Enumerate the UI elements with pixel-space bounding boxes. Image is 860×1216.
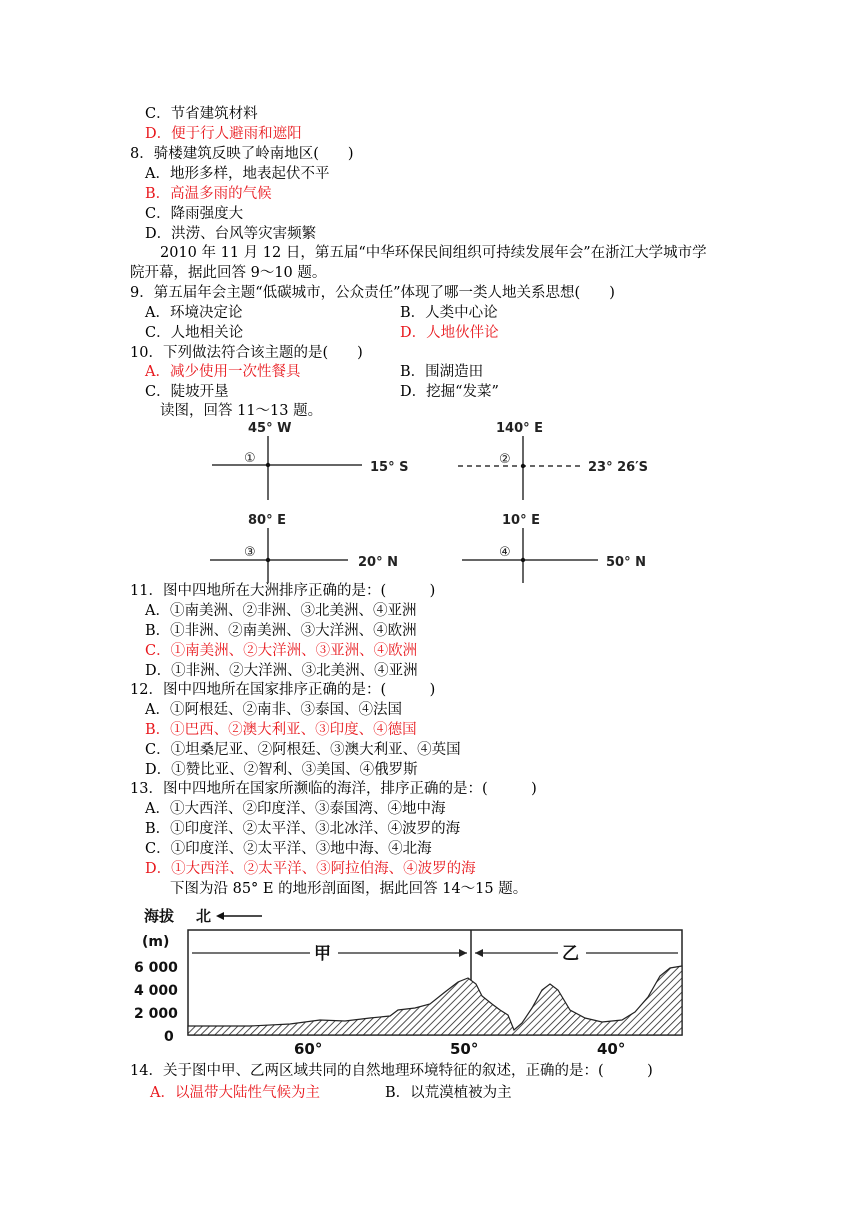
q9-option-a: A．环境决定论 — [145, 305, 243, 321]
p3-marker: ③ — [244, 545, 256, 560]
q10-stem: 10．下列做法符合该主题的是( ) — [130, 345, 363, 361]
q8-option-b: B．高温多雨的气候 — [145, 186, 272, 202]
q7-option-c: C．节省建筑材料 — [145, 106, 258, 122]
p2-marker: ② — [499, 452, 511, 467]
q9-stem: 9．第五届年会主题“低碳城市，公众责任”体现了哪一类人地关系思想( ) — [130, 285, 615, 301]
terrain-profile — [130, 900, 690, 1062]
p1-marker: ① — [244, 451, 256, 466]
p4-marker: ④ — [499, 545, 511, 560]
q12-option-c: C．①坦桑尼亚、②阿根廷、③澳大利亚、④英国 — [145, 742, 461, 758]
q13-option-c: C．①印度洋、②太平洋、③地中海、④北海 — [145, 841, 432, 857]
q12-stem: 12．图中四地所在国家排序正确的是：( ) — [130, 682, 436, 698]
q8-stem: 8．骑楼建筑反映了岭南地区( ) — [130, 146, 354, 162]
q10-option-d: D．挖掘“发菜” — [400, 384, 499, 400]
y-tick-4000: 4 000 — [134, 983, 178, 999]
unit-label: (m) — [142, 934, 170, 950]
passage-line-2: 院开幕，据此回答 9～10 题。 — [130, 265, 327, 281]
figure-intro: 读图，回答 11～13 题。 — [160, 403, 323, 419]
q10-option-b: B．围湖造田 — [400, 364, 484, 380]
x-tick-40: 40° — [597, 1040, 626, 1058]
q9-option-d: D．人地伙伴论 — [400, 325, 499, 341]
region-a-label: 甲 — [314, 944, 331, 964]
q13-option-d: D．①大西洋、②太平洋、③阿拉伯海、④波罗的海 — [145, 861, 476, 877]
q10-option-a: A．减少使用一次性餐具 — [145, 364, 301, 380]
q13-option-b: B．①印度洋、②太平洋、③北冰洋、④波罗的海 — [145, 821, 461, 837]
p2-lat-label: 23° 26′S — [588, 460, 648, 475]
q8-option-d: D．洪涝、台风等灾害频繁 — [145, 226, 317, 242]
terrain-area — [188, 966, 682, 1035]
q11-option-b: B．①非洲、②南美洲、③大洋洲、④欧洲 — [145, 623, 417, 639]
q14-option-a: A．以温带大陆性气候为主 — [150, 1085, 320, 1101]
north-arrow-icon — [216, 912, 224, 920]
passage-line-1: 2010 年 11 月 12 日，第五届“中华环保民间组织可持续发展年会”在浙江大学城市学 — [160, 245, 707, 261]
x-tick-50: 50° — [450, 1040, 479, 1058]
q9-option-b: B．人类中心论 — [400, 305, 498, 321]
q11-option-d: D．①非洲、②大洋洲、③北美洲、④亚洲 — [145, 663, 418, 679]
p2-lon-label: 140° E — [496, 421, 544, 436]
region-b-label: 乙 — [562, 944, 579, 964]
q14-stem: 14．关于图中甲、乙两区域共同的自然地理环境特征的叙述，正确的是：( ) — [130, 1063, 653, 1079]
q13-stem: 13．图中四地所在国家所濒临的海洋，排序正确的是：( ) — [130, 781, 537, 797]
q8-option-c: C．降雨强度大 — [145, 206, 244, 222]
y-tick-0: 0 — [164, 1029, 174, 1045]
y-tick-6000: 6 000 — [134, 960, 178, 976]
north-label: 北 — [196, 907, 212, 925]
q9-option-c: C．人地相关论 — [145, 325, 244, 341]
q11-option-c: C．①南美洲、②大洋洲、③亚洲、④欧洲 — [145, 643, 418, 659]
x-tick-60: 60° — [294, 1040, 323, 1058]
p1-lon-label: 45° W — [248, 421, 292, 436]
q12-option-a: A．①阿根廷、②南非、③泰国、④法国 — [145, 702, 402, 718]
q13-option-a: A．①大西洋、②印度洋、③泰国湾、④地中海 — [145, 801, 446, 817]
p3-lat-label: 20° N — [358, 555, 398, 570]
q7-option-d: D．便于行人避雨和遮阳 — [145, 126, 302, 142]
q11-stem: 11．图中四地所在大洲排序正确的是：( ) — [130, 583, 436, 599]
y-tick-2000: 2 000 — [134, 1006, 178, 1022]
profile-title: 海拔 — [144, 907, 175, 925]
p3-lon-label: 80° E — [248, 513, 286, 528]
profile-intro: 下图为沿 85° E 的地形剖面图，据此回答 14～15 题。 — [170, 881, 528, 897]
q8-option-a: A．地形多样，地表起伏不平 — [145, 166, 330, 182]
q12-option-d: D．①赞比亚、②智利、③美国、④俄罗斯 — [145, 762, 418, 778]
q14-option-b: B．以荒漠植被为主 — [385, 1085, 512, 1101]
q11-option-a: A．①南美洲、②非洲、③北美洲、④亚洲 — [145, 603, 417, 619]
q10-option-c: C．陡坡开垦 — [145, 384, 229, 400]
p4-lon-label: 10° E — [502, 513, 540, 528]
p4-lat-label: 50° N — [606, 555, 646, 570]
coordinate-figure — [200, 418, 670, 586]
p1-lat-label: 15° S — [370, 460, 409, 475]
q12-option-b: B．①巴西、②澳大利亚、③印度、④德国 — [145, 722, 417, 738]
